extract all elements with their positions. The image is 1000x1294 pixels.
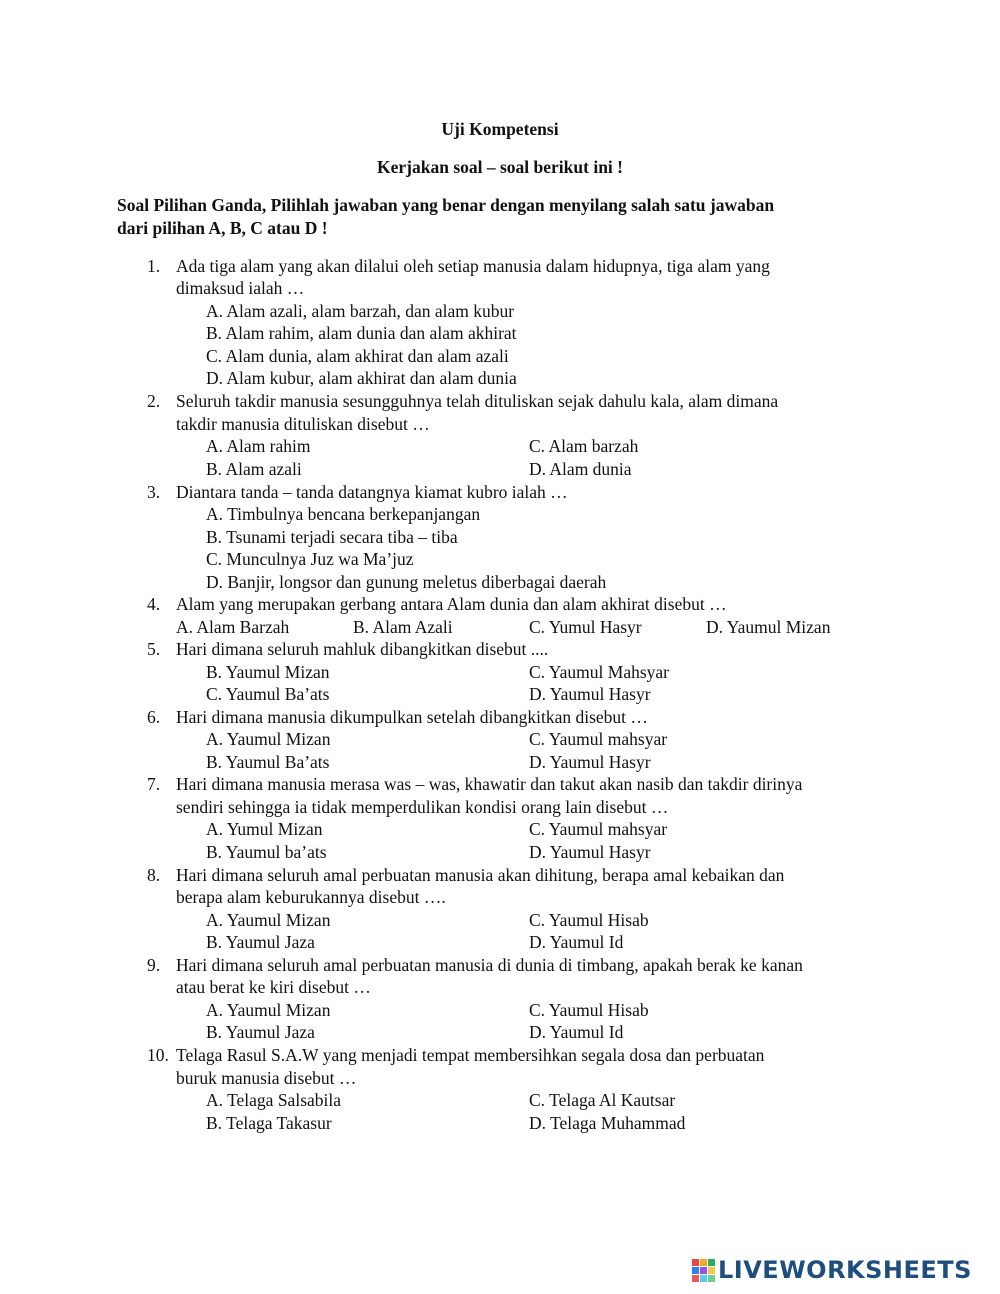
answer-option[interactable]: C. Yumul Hasyr	[529, 617, 642, 637]
logo-square	[700, 1275, 707, 1282]
answer-option[interactable]: C. Yaumul Hisab	[529, 910, 649, 930]
instruction-line-1: Soal Pilihan Ganda, Pilihlah jawaban yang benar dengan menyilang salah satu jawaban	[117, 195, 775, 215]
question-number: 2.	[147, 391, 161, 411]
logo-square	[700, 1267, 707, 1274]
question-number: 1.	[147, 256, 161, 276]
answer-option[interactable]: D. Yaumul Id	[529, 1022, 624, 1042]
answer-option[interactable]: C. Yaumul Hisab	[529, 1000, 649, 1020]
answer-option[interactable]: A. Alam azali, alam barzah, dan alam kubur	[206, 301, 515, 321]
answer-option[interactable]: B. Yaumul Jaza	[206, 1022, 315, 1042]
answer-option[interactable]: D. Telaga Muhammad	[529, 1113, 686, 1133]
answer-option[interactable]: C. Alam barzah	[529, 436, 639, 456]
answer-option[interactable]: B. Alam rahim, alam dunia dan alam akhirat	[206, 323, 517, 343]
logo-square	[708, 1267, 715, 1274]
answer-option[interactable]: C. Yaumul mahsyar	[529, 819, 668, 839]
answer-option[interactable]: D. Yaumul Mizan	[706, 617, 831, 637]
answer-option[interactable]: B. Alam Azali	[353, 617, 453, 637]
page-title: Uji Kompetensi	[441, 119, 559, 139]
logo-square	[708, 1259, 715, 1266]
answer-option[interactable]: B. Alam azali	[206, 459, 302, 479]
answer-option[interactable]: C. Alam dunia, alam akhirat dan alam azali	[206, 346, 509, 366]
question-text: berapa alam keburukannya disebut ….	[176, 887, 446, 907]
logo-square	[692, 1275, 699, 1282]
answer-option[interactable]: B. Yaumul Ba’ats	[206, 752, 330, 772]
answer-option[interactable]: B. Yaumul Jaza	[206, 932, 315, 952]
answer-option[interactable]: D. Yaumul Hasyr	[529, 752, 651, 772]
answer-option[interactable]: C. Telaga Al Kautsar	[529, 1090, 676, 1110]
question-text: Hari dimana manusia dikumpulkan setelah dibangkitkan disebut …	[176, 707, 648, 727]
instruction	[117, 194, 877, 240]
answer-option[interactable]: A. Yumul Mizan	[206, 819, 323, 839]
question-text: takdir manusia dituliskan disebut …	[176, 414, 430, 434]
question-text: Seluruh takdir manusia sesungguhnya telah dituliskan sejak dahulu kala, alam dimana	[176, 391, 779, 411]
question-text: atau berat ke kiri disebut …	[176, 977, 371, 997]
answer-option[interactable]: D. Banjir, longsor dan gunung meletus diberbagai daerah	[206, 572, 607, 592]
logo-grid-icon	[692, 1259, 715, 1282]
answer-option[interactable]: A. Yaumul Mizan	[206, 1000, 331, 1020]
question-text: Hari dimana seluruh amal perbuatan manusia akan dihitung, berapa amal kebaikan dan	[176, 865, 785, 885]
answer-option[interactable]: B. Yaumul Mizan	[206, 662, 330, 682]
question-text: Diantara tanda – tanda datangnya kiamat kubro ialah …	[176, 482, 568, 502]
answer-option[interactable]: C. Yaumul Ba’ats	[206, 684, 330, 704]
question-number: 3.	[147, 482, 161, 502]
question-number: 6.	[147, 707, 161, 727]
question-text: Alam yang merupakan gerbang antara Alam dunia dan alam akhirat disebut …	[176, 594, 727, 614]
answer-option[interactable]: D. Yaumul Id	[529, 932, 624, 952]
question-text: Hari dimana seluruh amal perbuatan manusia di dunia di timbang, apakah berak ke kanan	[176, 955, 803, 975]
instruction-line-2: dari pilihan A, B, C atau D !	[117, 218, 328, 238]
question-text: Hari dimana seluruh mahluk dibangkitkan disebut ....	[176, 639, 549, 659]
logo-square	[700, 1259, 707, 1266]
question-number: 4.	[147, 594, 161, 614]
answer-option[interactable]: B. Telaga Takasur	[206, 1113, 332, 1133]
answer-option[interactable]: A. Yaumul Mizan	[206, 729, 331, 749]
question-number: 9.	[147, 955, 161, 975]
question-text: dimaksud ialah …	[176, 278, 305, 298]
question-text: Telaga Rasul S.A.W yang menjadi tempat membersihkan segala dosa dan perbuatan	[176, 1045, 765, 1065]
logo-square	[692, 1267, 699, 1274]
question-text: sendiri sehingga ia tidak memperdulikan kondisi orang lain disebut …	[176, 797, 669, 817]
logo-square	[708, 1275, 715, 1282]
answer-option[interactable]: B. Yaumul ba’ats	[206, 842, 327, 862]
answer-option[interactable]: B. Tsunami terjadi secara tiba – tiba	[206, 527, 458, 547]
answer-option[interactable]: D. Alam kubur, alam akhirat dan alam dunia	[206, 368, 517, 388]
answer-option[interactable]: C. Yaumul mahsyar	[529, 729, 668, 749]
answer-option[interactable]: A. Yaumul Mizan	[206, 910, 331, 930]
logo-text: LIVEWORKSHEETS	[718, 1256, 972, 1284]
answer-option[interactable]: A. Telaga Salsabila	[206, 1090, 342, 1110]
question-number: 10.	[147, 1045, 169, 1065]
answer-option[interactable]: A. Timbulnya bencana berkepanjangan	[206, 504, 481, 524]
answer-option[interactable]: D. Yaumul Hasyr	[529, 684, 651, 704]
question-text: Hari dimana manusia merasa was – was, khawatir dan takut akan nasib dan takdir dirinya	[176, 774, 803, 794]
answer-option[interactable]: D. Yaumul Hasyr	[529, 842, 651, 862]
logo-square	[692, 1259, 699, 1266]
answer-option[interactable]: A. Alam Barzah	[176, 617, 290, 637]
question-number: 5.	[147, 639, 161, 659]
liveworksheets-logo[interactable]	[692, 1256, 972, 1284]
page-subtitle: Kerjakan soal – soal berikut ini !	[377, 157, 623, 177]
answer-option[interactable]: C. Munculnya Juz wa Ma’juz	[206, 549, 414, 569]
question-number: 7.	[147, 774, 161, 794]
question-text: buruk manusia disebut …	[176, 1068, 357, 1088]
question-number: 8.	[147, 865, 161, 885]
answer-option[interactable]: C. Yaumul Mahsyar	[529, 662, 670, 682]
answer-option[interactable]: A. Alam rahim	[206, 436, 311, 456]
answer-option[interactable]: D. Alam dunia	[529, 459, 632, 479]
question-text: Ada tiga alam yang akan dilalui oleh setiap manusia dalam hidupnya, tiga alam yang	[176, 256, 770, 276]
